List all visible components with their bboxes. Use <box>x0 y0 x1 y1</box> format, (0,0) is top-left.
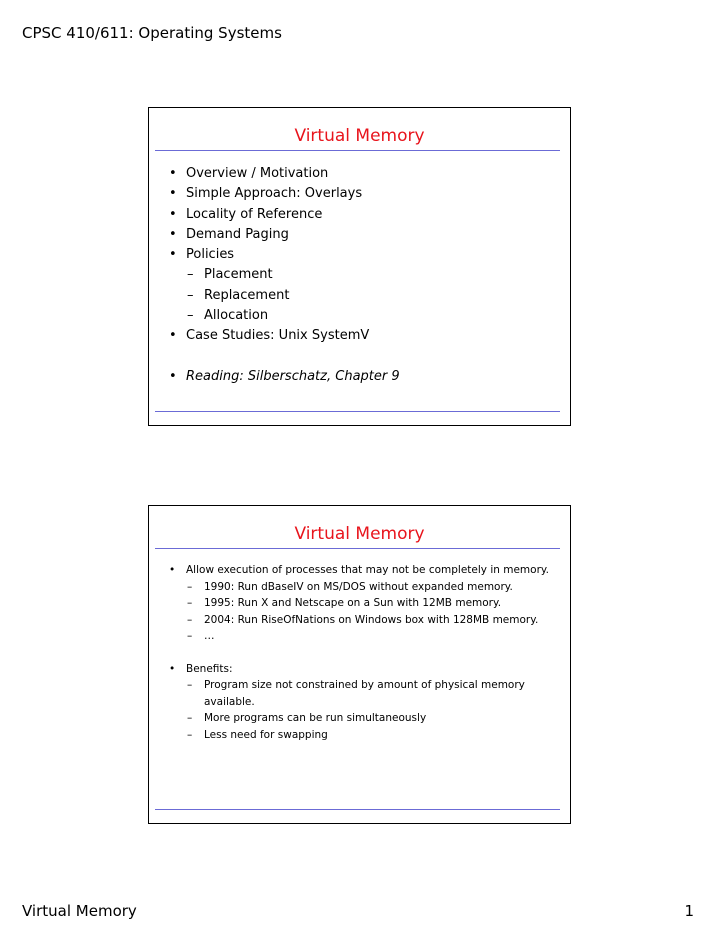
bullet-icon: • <box>169 206 177 222</box>
footer-title: Virtual Memory <box>22 902 137 920</box>
sub-list-item: – 1990: Run dBaseIV on MS/DOS without expanded memory. <box>169 579 556 596</box>
sub-list-item: – More programs can be run simultaneously <box>169 710 556 727</box>
dash-icon: – <box>187 267 194 283</box>
sub-list-item: – 1995: Run X and Netscape on a Sun with 12MB memory. <box>169 595 556 612</box>
dash-icon: – <box>187 580 193 593</box>
list-item: • Policies <box>169 245 556 265</box>
slide-title: Virtual Memory <box>294 126 425 146</box>
dash-icon: – <box>187 308 194 324</box>
bullet-list <box>169 562 556 743</box>
spacer <box>169 645 556 661</box>
bullet-list <box>169 164 556 387</box>
list-item: • Simple Approach: Overlays <box>169 184 556 204</box>
list-item-reading: • Reading: Silberschatz, Chapter 9 <box>169 367 556 387</box>
bullet-icon: • <box>169 166 177 181</box>
page-number: 1 <box>684 902 694 920</box>
sub-list-item: – Less need for swapping <box>169 727 556 744</box>
dash-icon: – <box>187 712 193 724</box>
sub-list-item: – Placement <box>169 265 556 285</box>
bullet-icon: • <box>169 662 176 675</box>
list-item: • Case Studies: Unix SystemV <box>169 326 556 346</box>
list-item: • Demand Paging <box>169 225 556 245</box>
list-item: • Locality of Reference <box>169 205 556 225</box>
bullet-icon: • <box>169 186 177 202</box>
list-item: • Overview / Motivation <box>169 164 556 184</box>
dash-icon: – <box>187 630 193 642</box>
list-item: • Allow execution of processes that may not be completely in memory. <box>169 562 556 579</box>
sub-list-item: – Replacement <box>169 286 556 306</box>
dash-icon: – <box>187 613 193 626</box>
dash-icon: – <box>187 728 193 741</box>
bullet-icon: • <box>169 226 177 242</box>
bullet-icon: • <box>169 368 177 384</box>
page-header: CPSC 410/611: Operating Systems <box>22 24 282 42</box>
slide-virtual-memory <box>148 505 571 824</box>
slide-overview <box>148 107 571 426</box>
bottom-rule <box>155 809 560 810</box>
title-rule <box>155 548 560 549</box>
dash-icon: – <box>187 679 193 691</box>
sub-list-item: – Program size not constrained by amount of physical memory available. <box>187 679 525 708</box>
bullet-icon: • <box>169 328 177 344</box>
bullet-icon: • <box>169 564 176 576</box>
sub-list-item: – Allocation <box>169 306 556 326</box>
list-item: • Benefits: <box>169 661 556 678</box>
bullet-icon: • <box>169 247 177 263</box>
dash-icon: – <box>187 287 194 303</box>
bottom-rule <box>155 411 560 412</box>
sub-list-item: – … <box>169 628 556 645</box>
spacer <box>169 347 556 367</box>
slide-title: Virtual Memory <box>294 524 425 544</box>
title-rule <box>155 150 560 151</box>
dash-icon: – <box>187 597 193 609</box>
sub-list-item: – 2004: Run RiseOfNations on Windows box with 128MB memory. <box>169 612 556 629</box>
